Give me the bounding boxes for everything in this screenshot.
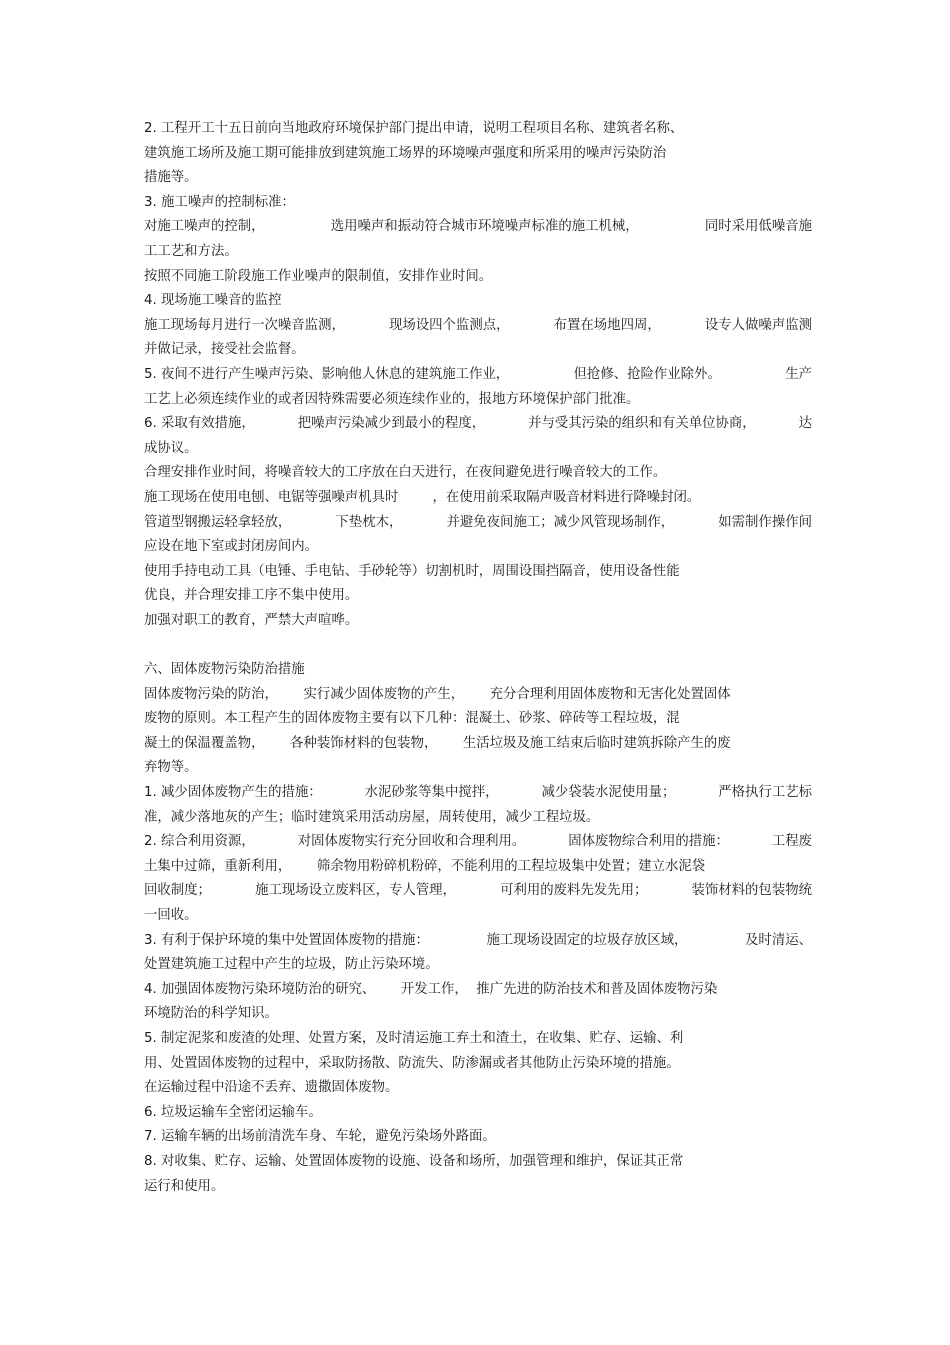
text-line: 施工现场在使用电刨、电锯等强噪声机具时 ，在使用前采取隔声吸音材料进行降噪封闭。	[144, 489, 701, 505]
text-line: 一回收。	[144, 908, 198, 923]
text-line: 土集中过筛，重新利用， 筛余物用粉碎机粉碎，不能利用的工程垃圾集中处置；建立水泥袋	[144, 858, 706, 874]
text-line: 环境防治的科学知识。	[144, 1006, 278, 1022]
text-line: 按照不同施工阶段施工作业噪声的限制值，安排作业时间。	[144, 268, 493, 284]
text-line: 并做记录，接受社会监督。	[144, 342, 305, 358]
text-segment: 现场设四个监测点，	[388, 317, 510, 333]
text-segment: 装饰材料的包装物统	[691, 883, 812, 899]
text-segment: 布置在场地四周，	[553, 317, 661, 333]
text-line	[144, 879, 812, 904]
text-line: 准，减少落地灰的产生；临时建筑采用活动房屋，周转使用，减少工程垃圾。	[144, 809, 600, 825]
text-segment: 6. 采取有效措施，	[144, 416, 255, 432]
text-segment: 施工现场设固定的垃圾存放区域，	[486, 932, 688, 948]
text-segment: 生产	[785, 366, 812, 382]
text-line: 建筑施工场所及施工期可能排放到建筑施工场界的环境噪声强度和所采用的噪声污染防治	[144, 145, 667, 161]
text-line	[144, 412, 812, 437]
text-line: 工艺上必须连续作业的或者因特殊需要必须连续作业的，报地方环境保护部门批准。	[144, 391, 640, 407]
text-line: 在运输过程中沿途不丢弃、遗撒固体废物。	[144, 1080, 399, 1096]
text-line: 6. 垃圾运输车全密闭运输车。	[144, 1104, 322, 1120]
text-line	[144, 511, 812, 536]
text-segment: 设专人做噪声监测	[704, 317, 812, 333]
text-segment: 可利用的废料先发先用；	[500, 883, 648, 899]
text-segment: 把噪声污染减少到最小的程度，	[297, 416, 486, 432]
text-line: 固体废物污染的防治， 实行减少固体废物的产生， 充分合理利用固体废物和无害化处置固体	[144, 686, 731, 702]
text-line: 处置建筑施工过程中产生的垃圾，防止污染环境。	[144, 957, 439, 973]
text-line	[144, 363, 812, 388]
text-segment: 同时采用低噪音施	[704, 219, 812, 235]
text-line: 措施等。	[144, 170, 198, 186]
text-line: 优良，并合理安排工序不集中使用。	[144, 588, 359, 604]
text-segment: 施工现场设立废料区，专人管理，	[255, 883, 456, 899]
text-line: 弃物等。	[144, 760, 198, 776]
text-line: 8. 对收集、贮存、运输、处置固体废物的设施、设备和场所，加强管理和维护，保证其正常	[144, 1153, 684, 1169]
text-line: 2. 工程开工十五日前向当地政府环境保护部门提出申请，说明工程项目名称、建筑者名称、	[144, 121, 684, 136]
text-line	[144, 314, 812, 339]
text-segment: 回收制度；	[144, 883, 211, 899]
text-line: 使用手持电动工具（电锤、手电钻、手砂轮等）切割机时，周围设围挡隔音，使用设备性能	[144, 563, 680, 579]
text-segment: 及时清运、	[745, 932, 812, 948]
text-line: 成协议。	[144, 440, 198, 456]
text-line: 用、处置固体废物的过程中，采取防扬散、防流失、防渗漏或者其他防止污染环境的措施。	[144, 1055, 680, 1071]
text-segment: 管道型钢搬运轻拿轻放，	[144, 514, 292, 530]
text-segment: 工程废	[771, 834, 812, 850]
text-segment: 1. 减少固体废物产生的措施：	[144, 785, 322, 801]
text-line: 工工艺和方法。	[144, 243, 238, 259]
text-line	[144, 215, 812, 240]
text-segment: 对施工噪声的控制，	[144, 219, 265, 235]
text-segment: 2. 综合利用资源，	[144, 834, 255, 850]
text-segment: 严格执行工艺标	[718, 785, 812, 801]
text-segment: 3. 有利于保护环境的集中处置固体废物的措施：	[144, 932, 429, 948]
text-line: 凝土的保温覆盖物， 各种装饰材料的包装物， 生活垃圾及施工结束后临时建筑拆除产生的废	[144, 735, 731, 751]
text-line: 应设在地下室或封闭房间内。	[144, 539, 319, 555]
text-line: 4. 现场施工噪音的监控	[144, 293, 282, 309]
text-line: 4. 加强固体废物污染环境防治的研究、 开发工作， 推广先进的防治技术和普及固体废物污染	[144, 981, 718, 997]
section-heading: 六、固体废物污染防治措施	[144, 662, 305, 678]
document-body	[144, 117, 812, 1199]
text-segment: 并与受其污染的组织和有关单位协商，	[528, 416, 756, 432]
text-line: 5. 制定泥浆和废渣的处理、处置方案，及时清运施工弃土和渣土，在收集、贮存、运输、利	[144, 1030, 684, 1046]
text-line: 加强对职工的教育，严禁大声喧哗。	[144, 612, 359, 628]
text-line: 废物的原则。本工程产生的固体废物主要有以下几种：混凝土、砂浆、碎砖等工程垃圾，混	[144, 711, 680, 727]
text-segment: 固体废物综合利用的措施：	[568, 834, 729, 850]
text-segment: 减少袋装水泥使用量；	[541, 785, 676, 801]
paragraph-gap	[144, 633, 812, 658]
text-line	[144, 781, 812, 806]
text-line: 7. 运输车辆的出场前清洗车身、车轮，避免污染场外路面。	[144, 1129, 496, 1145]
text-line: 合理安排作业时间，将噪音较大的工序放在白天进行，在夜间避免进行噪音较大的工作。	[144, 465, 667, 481]
text-line: 运行和使用。	[144, 1178, 225, 1194]
text-segment: 施工现场每月进行一次噪音监测，	[144, 317, 345, 333]
text-segment: 达	[798, 416, 812, 432]
text-segment: 但抢修、抢险作业除外。	[573, 366, 721, 382]
text-segment: 下垫枕木，	[335, 514, 403, 530]
text-line: 3. 施工噪声的控制标准：	[144, 194, 295, 210]
text-line	[144, 929, 812, 954]
text-segment: 水泥砂浆等集中搅拌，	[364, 785, 499, 801]
text-segment: 如需制作操作间	[718, 514, 812, 530]
text-segment: 选用噪声和振动符合城市环境噪声标准的施工机械，	[330, 219, 639, 235]
text-segment: 对固体废物实行充分回收和合理利用。	[297, 834, 526, 850]
text-segment: 5. 夜间不进行产生噪声污染、影响他人休息的建筑施工作业，	[144, 366, 510, 382]
text-line	[144, 830, 812, 855]
text-segment: 并避免夜间施工；减少风管现场制作，	[446, 514, 675, 530]
